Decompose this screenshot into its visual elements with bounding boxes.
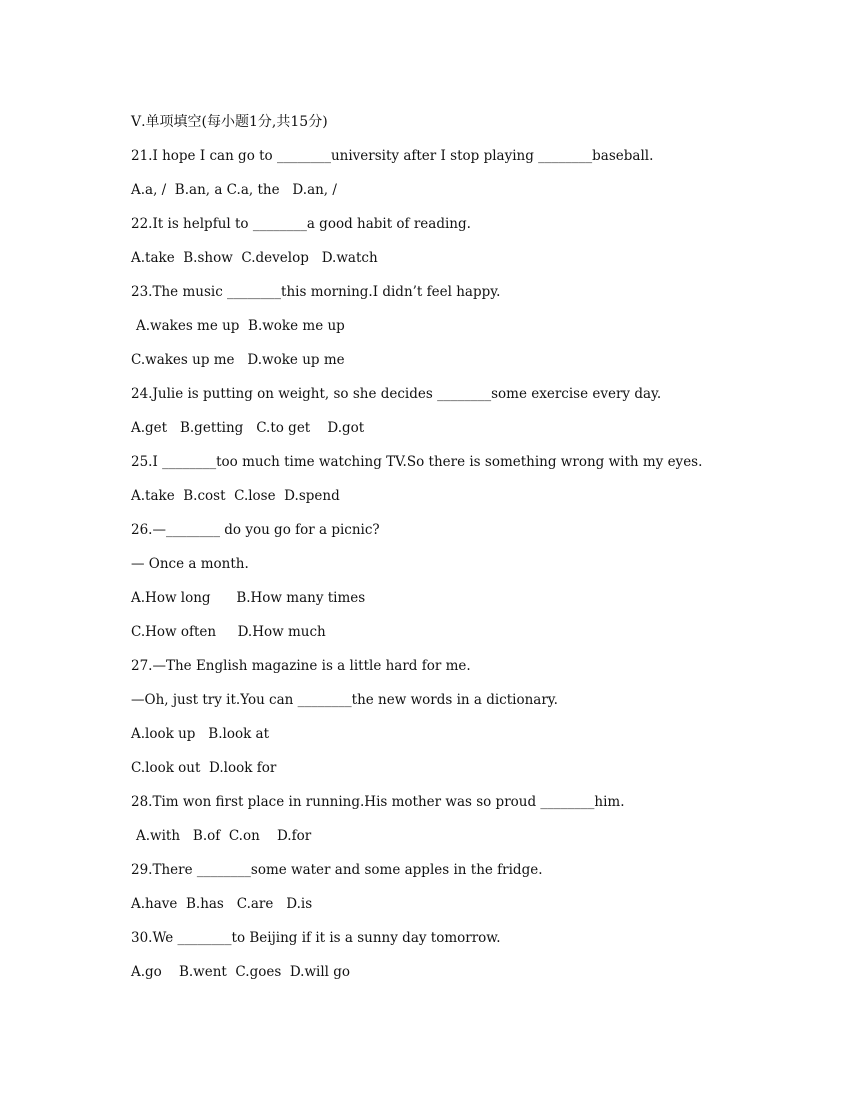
options-25: A.take B.cost C.lose D.spend xyxy=(131,488,340,504)
dialogue-26: — Once a month. xyxy=(131,556,249,572)
question-25: 25.I ________too much time watching TV.So there is something wrong with my eyes. xyxy=(131,454,703,470)
options-21: A.a, / B.an, a C.a, the D.an, / xyxy=(131,182,337,198)
dialogue-27: —Oh, just try it.You can ________the new words in a dictionary. xyxy=(131,692,558,708)
question-30: 30.We ________to Beijing if it is a sunny day tomorrow. xyxy=(131,930,501,946)
options-27-row2: C.look out D.look for xyxy=(131,760,277,776)
options-23-row2: C.wakes up me D.woke up me xyxy=(131,352,345,368)
section-heading: Ⅴ.单项填空(每小题1分,共15分) xyxy=(131,114,328,130)
options-30: A.go B.went C.goes D.will go xyxy=(131,964,351,980)
question-28: 28.Tim won first place in running.His mother was so proud ________him. xyxy=(131,794,625,810)
question-23: 23.The music ________this morning.I didn’t feel happy. xyxy=(131,284,501,300)
question-27: 27.—The English magazine is a little hard for me. xyxy=(131,658,471,674)
options-23-row1: A.wakes me up B.woke me up xyxy=(136,318,345,334)
question-24: 24.Julie is putting on weight, so she decides ________some exercise every day. xyxy=(131,386,662,402)
question-26: 26.—________ do you go for a picnic? xyxy=(131,522,380,538)
options-29: A.have B.has C.are D.is xyxy=(131,896,313,912)
options-27-row1: A.look up B.look at xyxy=(131,726,270,742)
options-22: A.take B.show C.develop D.watch xyxy=(131,250,378,266)
options-26-row2: C.How often D.How much xyxy=(131,624,326,640)
question-22: 22.It is helpful to ________a good habit of reading. xyxy=(131,216,471,232)
question-21: 21.I hope I can go to ________university after I stop playing ________baseball. xyxy=(131,148,654,164)
question-29: 29.There ________some water and some apples in the fridge. xyxy=(131,862,543,878)
options-24: A.get B.getting C.to get D.got xyxy=(131,420,365,436)
options-28: A.with B.of C.on D.for xyxy=(136,828,312,844)
options-26-row1: A.How long B.How many times xyxy=(131,590,366,606)
